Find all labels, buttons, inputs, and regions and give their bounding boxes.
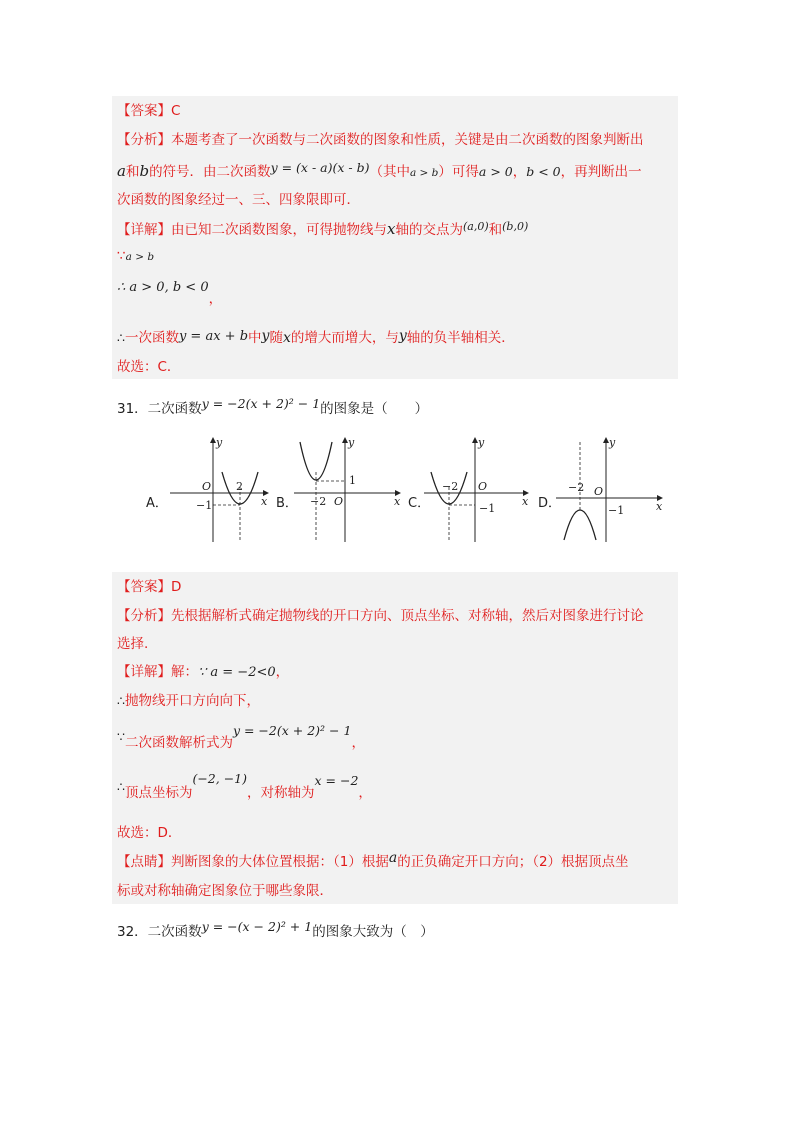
text: （其中 — [369, 164, 410, 180]
comment-line-1 — [117, 852, 629, 872]
option-label-c[interactable]: C． — [408, 496, 431, 511]
option-label-a[interactable]: A． — [146, 496, 168, 511]
comment-tag: 【点睛】 — [117, 854, 171, 870]
tick-label: 1 — [349, 474, 356, 487]
math-condition: a > b — [409, 167, 439, 179]
question-text: 的图象大致为（ ） — [312, 924, 434, 940]
analysis-line-2 — [117, 161, 642, 183]
therefore-symbol: ∴ — [117, 779, 125, 794]
tick-label: 2 — [236, 480, 243, 493]
analysis-line-1 — [117, 606, 644, 626]
tick-label: −2 — [442, 480, 459, 493]
math-equation: y = ax + b — [178, 329, 249, 344]
because-line — [117, 246, 154, 267]
text: 的增大而增大，与 — [290, 330, 399, 346]
origin-label: O — [334, 495, 344, 508]
analysis-line-2: 选择. — [117, 636, 149, 652]
text: 和 — [125, 164, 140, 180]
text: 解： — [171, 664, 198, 680]
question-text: 的图象是（ ） — [320, 401, 429, 417]
math-expression: a > b — [125, 251, 155, 263]
option-label-b[interactable]: B． — [276, 496, 298, 511]
answer-line-30 — [117, 101, 180, 121]
math-point: (b,0) — [502, 220, 529, 233]
detail-tag: 【详解】 — [117, 664, 171, 680]
analysis-tag: 【分析】 — [117, 608, 171, 624]
answer-value: C — [171, 103, 181, 119]
text: 二次函数解析式为 — [124, 735, 233, 751]
detail-line-1 — [117, 662, 289, 683]
math-y: y — [261, 328, 270, 344]
math-equation: y = (x - a)(x - b) — [270, 160, 370, 175]
conclusion-line — [117, 328, 515, 349]
math-y: y — [398, 328, 407, 344]
graph-option-b[interactable] — [288, 432, 408, 544]
y-label: y — [216, 436, 223, 449]
tick-label: −2 — [568, 481, 585, 494]
text: ， — [358, 785, 372, 801]
graph-option-d[interactable] — [550, 432, 670, 544]
text: 和 — [488, 222, 503, 238]
y-label: y — [348, 436, 355, 449]
graph-option-a[interactable] — [160, 432, 275, 544]
origin-label: O — [594, 485, 604, 498]
text: ， — [275, 664, 290, 680]
detail-line-4 — [117, 771, 372, 803]
detail-tag: 【详解】 — [117, 222, 171, 238]
text: 的符号．由二次函数 — [149, 164, 271, 180]
parabola-curve — [564, 510, 596, 540]
detail-line-1 — [117, 219, 528, 241]
therefore-symbol: ∴ — [117, 330, 125, 345]
origin-label: O — [478, 480, 488, 493]
question-text: 31．二次函数 — [117, 401, 202, 417]
math-x: x — [282, 330, 291, 346]
text: 轴的交点为 — [395, 222, 463, 238]
text: ， — [512, 164, 527, 180]
x-label: x — [656, 500, 663, 513]
detail-line-3 — [117, 723, 365, 753]
comment-line-2: 标或对称轴确定图象位于哪些象限． — [117, 883, 333, 899]
vertex-coordinate: (−2, −1) — [192, 771, 248, 786]
math-b: b — [139, 162, 150, 180]
tick-label: −1 — [196, 499, 213, 512]
text: 抛物线开口方向向下， — [124, 693, 260, 709]
y-label: y — [478, 436, 485, 449]
because-symbol: ∵ — [117, 729, 125, 744]
math-point: (a,0) — [462, 220, 489, 233]
analysis-tag: 【分析】 — [117, 132, 171, 148]
x-label: x — [394, 495, 401, 508]
therefore-symbol: ∴ — [117, 693, 125, 708]
question-32 — [117, 919, 434, 942]
math-expression: b < 0 — [526, 164, 561, 179]
detail-line-2 — [117, 691, 260, 711]
text: 中 — [248, 330, 262, 346]
axis-equation: x = −2 — [314, 773, 359, 788]
math-expression: ∵ a = −2<0 — [198, 665, 276, 680]
question-equation: y = −(x − 2)² + 1 — [201, 919, 313, 934]
therefore-line — [117, 277, 223, 307]
analysis-text: 先根据解析式确定抛物线的开口方向、顶点坐标、对称轴，然后对图象进行讨论 — [171, 608, 644, 624]
text: ， — [208, 291, 223, 307]
option-label-d[interactable]: D． — [538, 496, 562, 511]
because-symbol: ∵ — [117, 248, 126, 264]
answer-tag: 【答案】 — [117, 103, 171, 119]
math-expression: a > 0 — [478, 164, 513, 179]
answer-line-31 — [117, 577, 181, 597]
text: 一次函数 — [124, 330, 179, 346]
x-label: x — [522, 495, 529, 508]
text: ，对称轴为 — [247, 785, 315, 801]
text: ， — [351, 735, 365, 751]
tick-label: −2 — [310, 495, 327, 508]
choice-line-31: 故选：D． — [117, 825, 182, 841]
x-label: x — [261, 495, 268, 508]
math-a: a — [117, 162, 126, 180]
tick-label: −1 — [479, 502, 496, 515]
text: ）可得 — [438, 164, 479, 180]
math-a: a — [388, 850, 398, 866]
math-expression: ∴ a > 0, b < 0 — [117, 280, 209, 295]
answer-value: D — [171, 579, 182, 595]
question-text: 32．二次函数 — [117, 924, 202, 940]
analysis-text: 本题考查了一次函数与二次函数的图象和性质，关键是由二次函数的图象判断出 — [171, 132, 644, 148]
analysis-line-1 — [117, 130, 644, 150]
math-x: x — [387, 220, 396, 238]
text: 由已知二次函数图象，可得抛物线与 — [171, 222, 387, 238]
tick-label: −1 — [608, 504, 625, 517]
text: 的正负确定开口方向；（2）根据顶点坐 — [397, 854, 629, 870]
question-31 — [117, 396, 429, 419]
text: ，再判断出一 — [560, 164, 642, 180]
question-equation: y = −2(x + 2)² − 1 — [201, 396, 321, 411]
origin-label: O — [202, 480, 212, 493]
graph-option-c[interactable] — [420, 432, 535, 544]
text: 判断图象的大体位置根据：（1）根据 — [171, 854, 389, 870]
text: 顶点坐标为 — [124, 785, 193, 801]
text: 轴的负半轴相关． — [406, 330, 515, 346]
choice-line-30: 故选：C． — [117, 359, 181, 375]
answer-tag: 【答案】 — [117, 579, 171, 595]
text: 随 — [269, 330, 283, 346]
y-label: y — [609, 436, 616, 449]
math-equation: y = −2(x + 2)² − 1 — [232, 723, 352, 738]
analysis-line-3: 次函数的图象经过一、三、四象限即可． — [117, 192, 360, 208]
